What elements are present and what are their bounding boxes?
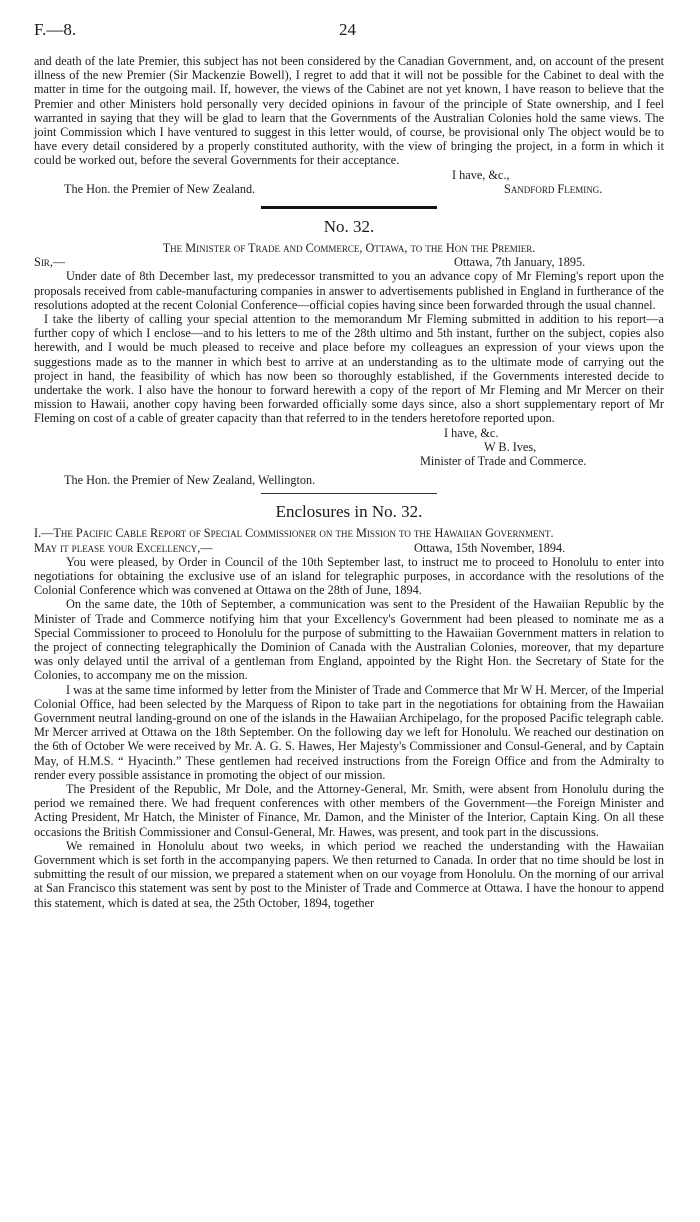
enclosure-salutation: May it please your Excellency,— [34,540,213,555]
no32-signer-title: Minister of Trade and Commerce. [420,454,587,468]
no32-closing-line [34,426,664,440]
enclosure-heading: I.—The Pacific Cable Report of Special Commissioner on the Mission to the Hawaiian Government. [34,526,554,541]
document-reference: F.—8. [34,20,77,39]
no32-title: No. 32. [323,217,375,236]
no32-salutation-line [34,255,664,269]
enclosure-place-date: Ottawa, 15th November, 1894. [414,540,566,555]
page-header [34,20,664,54]
no32-salutation: Sir,— [34,255,66,270]
enclosure-paragraph-4: The President of the Republic, Mr Dole, and the Attorney-General, Mr. Smith, were absent from Honolulu during the period we remained there. We had frequent conferences with other members of the Government—the Foreign Minister and Acting President, Mr Hatch, the Minister of Finance, Mr. Damon, and the Minister of the Interior, Captain King. On all these occasions the British Commissioner and Consul-General, Mr. Hawes, was present, and took part in the discussions. [34,782,664,839]
enclosure-paragraph-3: I was at the same time informed by letter from the Minister of Trade and Commerce that Mr W H. Mercer, of the Imperial Colonial Office, had been selected by the Marquess of Ripon to take part in the negotiations for obtaining from the Hawaiian Government neutral landing-ground on one of the islands in the Hawaiian Archipelago, for the proposed Pacific telegraph cable. Mr Mercer arrived at Ottawa on the 18th September. On the following day we left for Honolulu. We reached our destination on the 6th of October We were received by Mr. A. G. S. Hawes, Her Majesty's Commissioner and Consul-General, and by Captain May, of H.M.S. “ Hyacinth.” These gentlemen had received instructions from the Foreign Office and from the Admiralty to render every possible assistance in promoting the object of our mission. [34,682,664,782]
letter-closing: I have, &c., [452,167,510,182]
no32-place-date: Ottawa, 7th January, 1895. [454,255,586,270]
no32-paragraph-2: I take the liberty of calling your special attention to the memorandum Mr Fleming submitted in addition to his report—a further copy of which I enclose—and to his letters to me of the 28th ultimo and 5th instant, further on the subject, copies also herewith, and I would be much pleased to receive and place before my colleagues an expression of your views upon the suggestions made as to the manner in which best to arrive at an understanding as to the ultimate mode of carrying out the project in hand, the feasibility of which has now been so thoroughly established, if the Governments interested decide to undertake the work. I also have the honour to forward herewith a copy of the report of Mr Fleming and Mr Mercer on their mission to Hawaii, another copy having been forwarded officially some days since, also a short supplementary report of Mr Fleming on cost of a cable of greater capacity than that referred to in the tenders heretofore reported upon. [34,312,664,426]
no32-addressee: The Hon. the Premier of New Zealand, Wellington. [64,473,316,488]
no32-paragraph-1: Under date of 8th December last, my predecessor transmitted to you an advance copy of Mr Fleming's report upon the proposals received from cable-manufacturing companies in answer to advertisements published in England in furtherance of the resolutions adopted at the recent Colonial Conference—official copies having since been forwarded through the usual channel. [34,269,664,312]
no32-signer: W B. Ives, [484,439,537,454]
letter-signature: Sandford Fleming. [504,181,603,196]
letter-addressee: The Hon. the Premier of New Zealand. [64,181,256,196]
enclosures-title: Enclosures in No. 32. [275,502,423,522]
enclosure-paragraph-5: We remained in Honolulu about two weeks, in which period we reached the understanding with the Hawaiian Government which is set forth in the accompanying papers. We then returned to Canada. In order that no time should be lost in submitting the result of our mission, we prepared a statement when on our voyage from Honolulu. On the morning of our arrival at San Francisco this statement was sent by post to the Minister of Trade and Commerce at Ottawa. I have the honour to append this statement, which is dated at sea, the 25th October, 1894, together [34,838,664,910]
enclosure-salutation-line [34,541,664,555]
no32-signer-title-line [34,454,664,468]
letter-closing-line [34,168,664,182]
document-page [34,20,664,910]
no32-addressee-line [34,473,664,487]
section-divider [261,206,437,209]
no32-from-line: The Minister of Trade and Commerce, Ottawa, to the Hon the Premier. [162,241,536,255]
letter-paragraph: and death of the late Premier, this subject has not been considered by the Canadian Government, and, on account of the present illness of the new Premier (Sir Mackenzie Bowell), I regret to add that it will not be possible for the Cabinet to deal with the matter in time for the outgoing mail. If, however, the views of the Cabinet are not yet known, I have reason to believe that the Premier and other Ministers hold personally very decided opinions in favour of the principle of State ownership, and I feel warranted in saying that they will be glad to learn that the Governments of the Australian Colonies hold the same views. The joint Commission which I have ventured to suggest in this letter would, of course, be provisional only The object would be to have every detail considered by a properly constituted authority, with the view of bringing the project, in a form in which it could be worked out, before the several Governments for their acceptance. [34,54,664,168]
enclosure-paragraph-2: On the same date, the 10th of September, a communication was sent to the President of the Hawaiian Republic by the Minister of Trade and Commerce notifying him that your Excellency's Government had been pleased to nominate me as a Special Commissioner to proceed to Honolulu for the purpose of submitting to the Hawaiian Government matters in relation to the project of connecting telegraphically the Dominion of Canada with the Australian Colonies, moreover, that my departure was only delayed until the arrival of a gentleman from England, appointed by the Right Hon. the Secretary of State for the Colonies, to accompany me on the mission. [34,597,664,683]
page-number: 24 [339,20,356,39]
no32-signer-line [34,440,664,454]
enclosure-paragraph-1: You were pleased, by Order in Council of the 10th September last, to instruct me to proceed to Honolulu to enter into negotiations for obtaining the exclusive use of an island for telegraphic purposes, in accordance with the resolutions of the Colonial Conference which was convened at Ottawa on the 28th of June, 1894. [34,554,664,598]
no32-closing: I have, &c. [444,425,499,440]
letter-signoff-line [34,182,664,196]
section-divider-thin [261,493,437,494]
